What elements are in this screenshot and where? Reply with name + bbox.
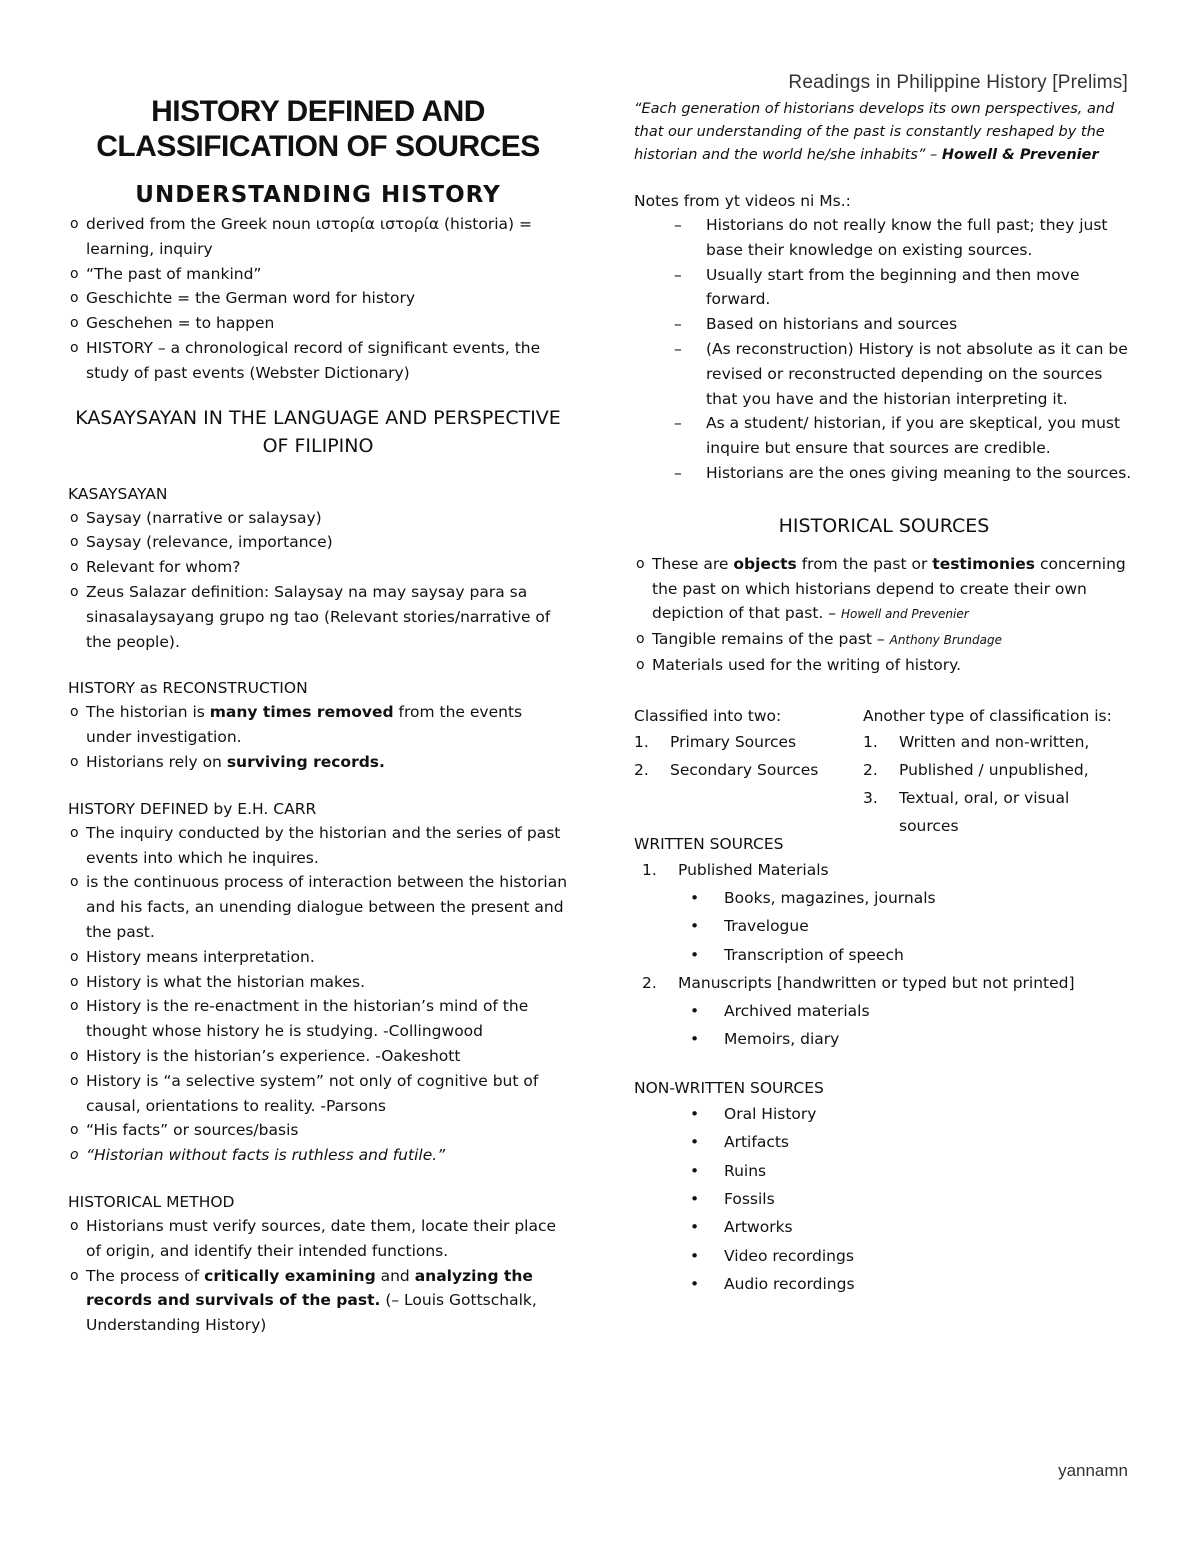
- list-item-text: Secondary Sources: [670, 760, 819, 779]
- list-item: o History is “a selective system” not only of cognitive but of causal, orientations to reality. -Parsons: [68, 1069, 568, 1119]
- method-list: [68, 1214, 568, 1338]
- right-column: [634, 98, 1134, 1299]
- title-line-2: CLASSIFICATION OF SOURCES: [96, 130, 540, 163]
- text-run: (– Louis Gottschalk, Understanding History): [86, 1291, 537, 1335]
- list-item: 2. Published / unpublished,: [863, 760, 1089, 779]
- another-list: [863, 728, 1133, 840]
- list-item: o History means interpretation.: [68, 945, 568, 970]
- list-item: • Transcription of speech: [724, 941, 1134, 969]
- list-item: 2. Manuscripts [handwritten or typed but not printed]: [642, 973, 1075, 992]
- list-item: – Historians are the ones giving meaning to the sources.: [674, 461, 1134, 486]
- carr-list: [68, 821, 568, 1168]
- list-item: o Geschehen = to happen: [68, 311, 568, 336]
- list-item: • Archived materials: [724, 997, 1134, 1025]
- list-item: – As a student/ historian, if you are skeptical, you must inquire but ensure that sources are credible.: [674, 411, 1134, 461]
- list-item: – Historians do not really know the full past; they just base their knowledge on existing sources.: [674, 213, 1134, 263]
- classified-list: [634, 728, 864, 784]
- list-item: o History is what the historian makes.: [68, 970, 568, 995]
- list-item-text: Published / unpublished,: [899, 760, 1089, 779]
- another-classification: [863, 704, 1133, 840]
- citation: Anthony Brundage: [889, 633, 1002, 648]
- list-item: • Books, magazines, journals: [724, 884, 1134, 912]
- notes-label: Notes from yt videos ni Ms.:: [634, 192, 851, 210]
- list-item: o The inquiry conducted by the historian and the series of past events into which he inquires.: [68, 821, 568, 871]
- left-column: [68, 94, 568, 1338]
- page-footer: yannamn: [1058, 1461, 1128, 1480]
- list-item: • Artifacts: [724, 1128, 1134, 1156]
- historical-sources-heading: HISTORICAL SOURCES: [778, 514, 990, 537]
- text-run: concerning the past on which historians depend to create their own depiction of that past. –: [652, 554, 1126, 623]
- list-item: 3. Textual, oral, or visual sources: [863, 788, 1070, 835]
- list-item: • Video recordings: [724, 1242, 1134, 1270]
- written-sources-list-2: [634, 969, 1134, 997]
- list-item: – (As reconstruction) History is not absolute as it can be revised or reconstructed depending on the sources that you have and the historian interpreting it.: [674, 337, 1134, 411]
- list-item: 1. Primary Sources: [634, 732, 797, 751]
- carr-label: HISTORY DEFINED by E.H. CARR: [68, 799, 317, 818]
- list-item: • Fossils: [724, 1185, 1134, 1213]
- kasaysayan-label: KASAYSAYAN: [68, 484, 168, 503]
- page-title: [68, 94, 568, 164]
- bold-text: surviving records.: [226, 752, 385, 771]
- list-item: o Saysay (narrative or salaysay): [68, 506, 568, 531]
- text-run: from the events under investigation.: [86, 703, 523, 747]
- kasaysayan-heading-line-1: KASAYSAYAN IN THE LANGUAGE AND PERSPECTIVE: [75, 406, 561, 429]
- list-item: o Relevant for whom?: [68, 555, 568, 580]
- title-line-1: HISTORY DEFINED AND: [151, 95, 485, 128]
- reconstruction-list: [68, 700, 568, 774]
- classification-section: [634, 704, 1134, 835]
- sources-list: [634, 552, 1134, 678]
- published-materials-list: [634, 884, 1134, 969]
- text-run: These are: [652, 554, 734, 573]
- list-item: • Ruins: [724, 1157, 1134, 1185]
- list-item: – Based on historians and sources: [674, 312, 1134, 337]
- text-run: and: [375, 1266, 415, 1285]
- list-item-text: Manuscripts [handwritten or typed but not printed]: [678, 973, 1075, 992]
- list-item: o “His facts” or sources/basis: [68, 1118, 568, 1143]
- list-item: 1. Published Materials: [642, 860, 829, 879]
- kasaysayan-heading: [68, 404, 568, 460]
- list-item: o HISTORY – a chronological record of significant events, the study of past events (Webster Dictionary): [68, 336, 568, 386]
- non-written-sources-list: [634, 1100, 1134, 1299]
- opening-quote: [634, 98, 1134, 167]
- quote-text: “Each generation of historians develops its own perspectives, and that our understanding of the past is constantly reshaped by the historian and the world he/she inhabits” –: [634, 101, 1115, 163]
- page-header: Readings in Philippine History [Prelims]: [788, 72, 1128, 93]
- written-sources-list: [634, 856, 1134, 884]
- list-item: o History is the historian’s experience. -Oakeshott: [68, 1044, 568, 1069]
- list-item: – Usually start from the beginning and then move forward.: [674, 263, 1134, 313]
- list-item: o “Historian without facts is ruthless and futile.”: [68, 1143, 568, 1168]
- list-item: o derived from the Greek noun ιστορία ιστορία (historia) = learning, inquiry: [68, 212, 568, 262]
- notes-list: [634, 213, 1134, 486]
- quote-author: Howell & Prevenier: [941, 147, 1099, 163]
- citation: Howell and Prevenier: [840, 607, 969, 622]
- list-item: [68, 750, 568, 775]
- another-label: Another type of classification is:: [863, 706, 1112, 725]
- list-item-text: Primary Sources: [670, 732, 797, 751]
- text-run: Tangible remains of the past –: [652, 630, 890, 649]
- list-item: o Historians must verify sources, date them, locate their place of origin, and identify their intended functions.: [68, 1214, 568, 1264]
- list-item-text: Textual, oral, or visual sources: [899, 788, 1070, 835]
- list-item-text: Published Materials: [678, 860, 829, 879]
- understanding-list: [68, 212, 568, 386]
- bold-text: testimonies: [932, 554, 1036, 573]
- list-item: o Geschichte = the German word for history: [68, 286, 568, 311]
- method-label: HISTORICAL METHOD: [68, 1192, 235, 1211]
- text-run: The historian is: [86, 703, 210, 722]
- list-item: o Saysay (relevance, importance): [68, 530, 568, 555]
- list-item: [68, 1264, 568, 1338]
- list-item: o Materials used for the writing of history.: [634, 653, 1134, 678]
- list-item: • Memoirs, diary: [724, 1025, 1134, 1053]
- list-item: 1. Written and non-written,: [863, 732, 1090, 751]
- list-item: • Oral History: [724, 1100, 1134, 1128]
- list-item: o is the continuous process of interaction between the historian and his facts, an unending dialogue between the present and the past.: [68, 870, 568, 944]
- understanding-heading: UNDERSTANDING HISTORY: [135, 182, 501, 208]
- text-run: from the past or: [796, 554, 933, 573]
- kasaysayan-list: [68, 506, 568, 655]
- list-item: 2. Secondary Sources: [634, 760, 819, 779]
- bold-text: many times removed: [209, 703, 394, 722]
- classified-label: Classified into two:: [634, 706, 782, 725]
- non-written-sources-label: NON-WRITTEN SOURCES: [634, 1078, 824, 1097]
- list-item: o History is the re-enactment in the historian’s mind of the thought whose history he is studying. -Collingwood: [68, 994, 568, 1044]
- kasaysayan-heading-line-2: OF FILIPINO: [262, 434, 374, 457]
- list-item: • Audio recordings: [724, 1270, 1134, 1298]
- classified-into-two: [634, 704, 864, 784]
- written-sources-label: WRITTEN SOURCES: [634, 834, 784, 853]
- list-item: • Artworks: [724, 1213, 1134, 1241]
- list-item: o Zeus Salazar definition: Salaysay na may saysay para sa sinasalaysayang grupo ng tao (Relevant stories/narrative of the people).: [68, 580, 568, 654]
- reconstruction-label: HISTORY as RECONSTRUCTION: [68, 679, 308, 698]
- list-item: o “The past of mankind”: [68, 262, 568, 287]
- text-run: The process of: [86, 1266, 205, 1285]
- bold-text: analyzing the records and survivals of the past.: [86, 1266, 533, 1310]
- manuscripts-list: [634, 997, 1134, 1054]
- list-item: • Travelogue: [724, 912, 1134, 940]
- bold-text: objects: [733, 554, 797, 573]
- list-item: [634, 627, 1134, 653]
- bold-text: critically examining: [204, 1266, 376, 1285]
- list-item-text: Written and non-written,: [899, 732, 1090, 751]
- list-item: [68, 700, 568, 750]
- list-item: [634, 552, 1134, 627]
- text-run: Historians rely on: [86, 752, 227, 771]
